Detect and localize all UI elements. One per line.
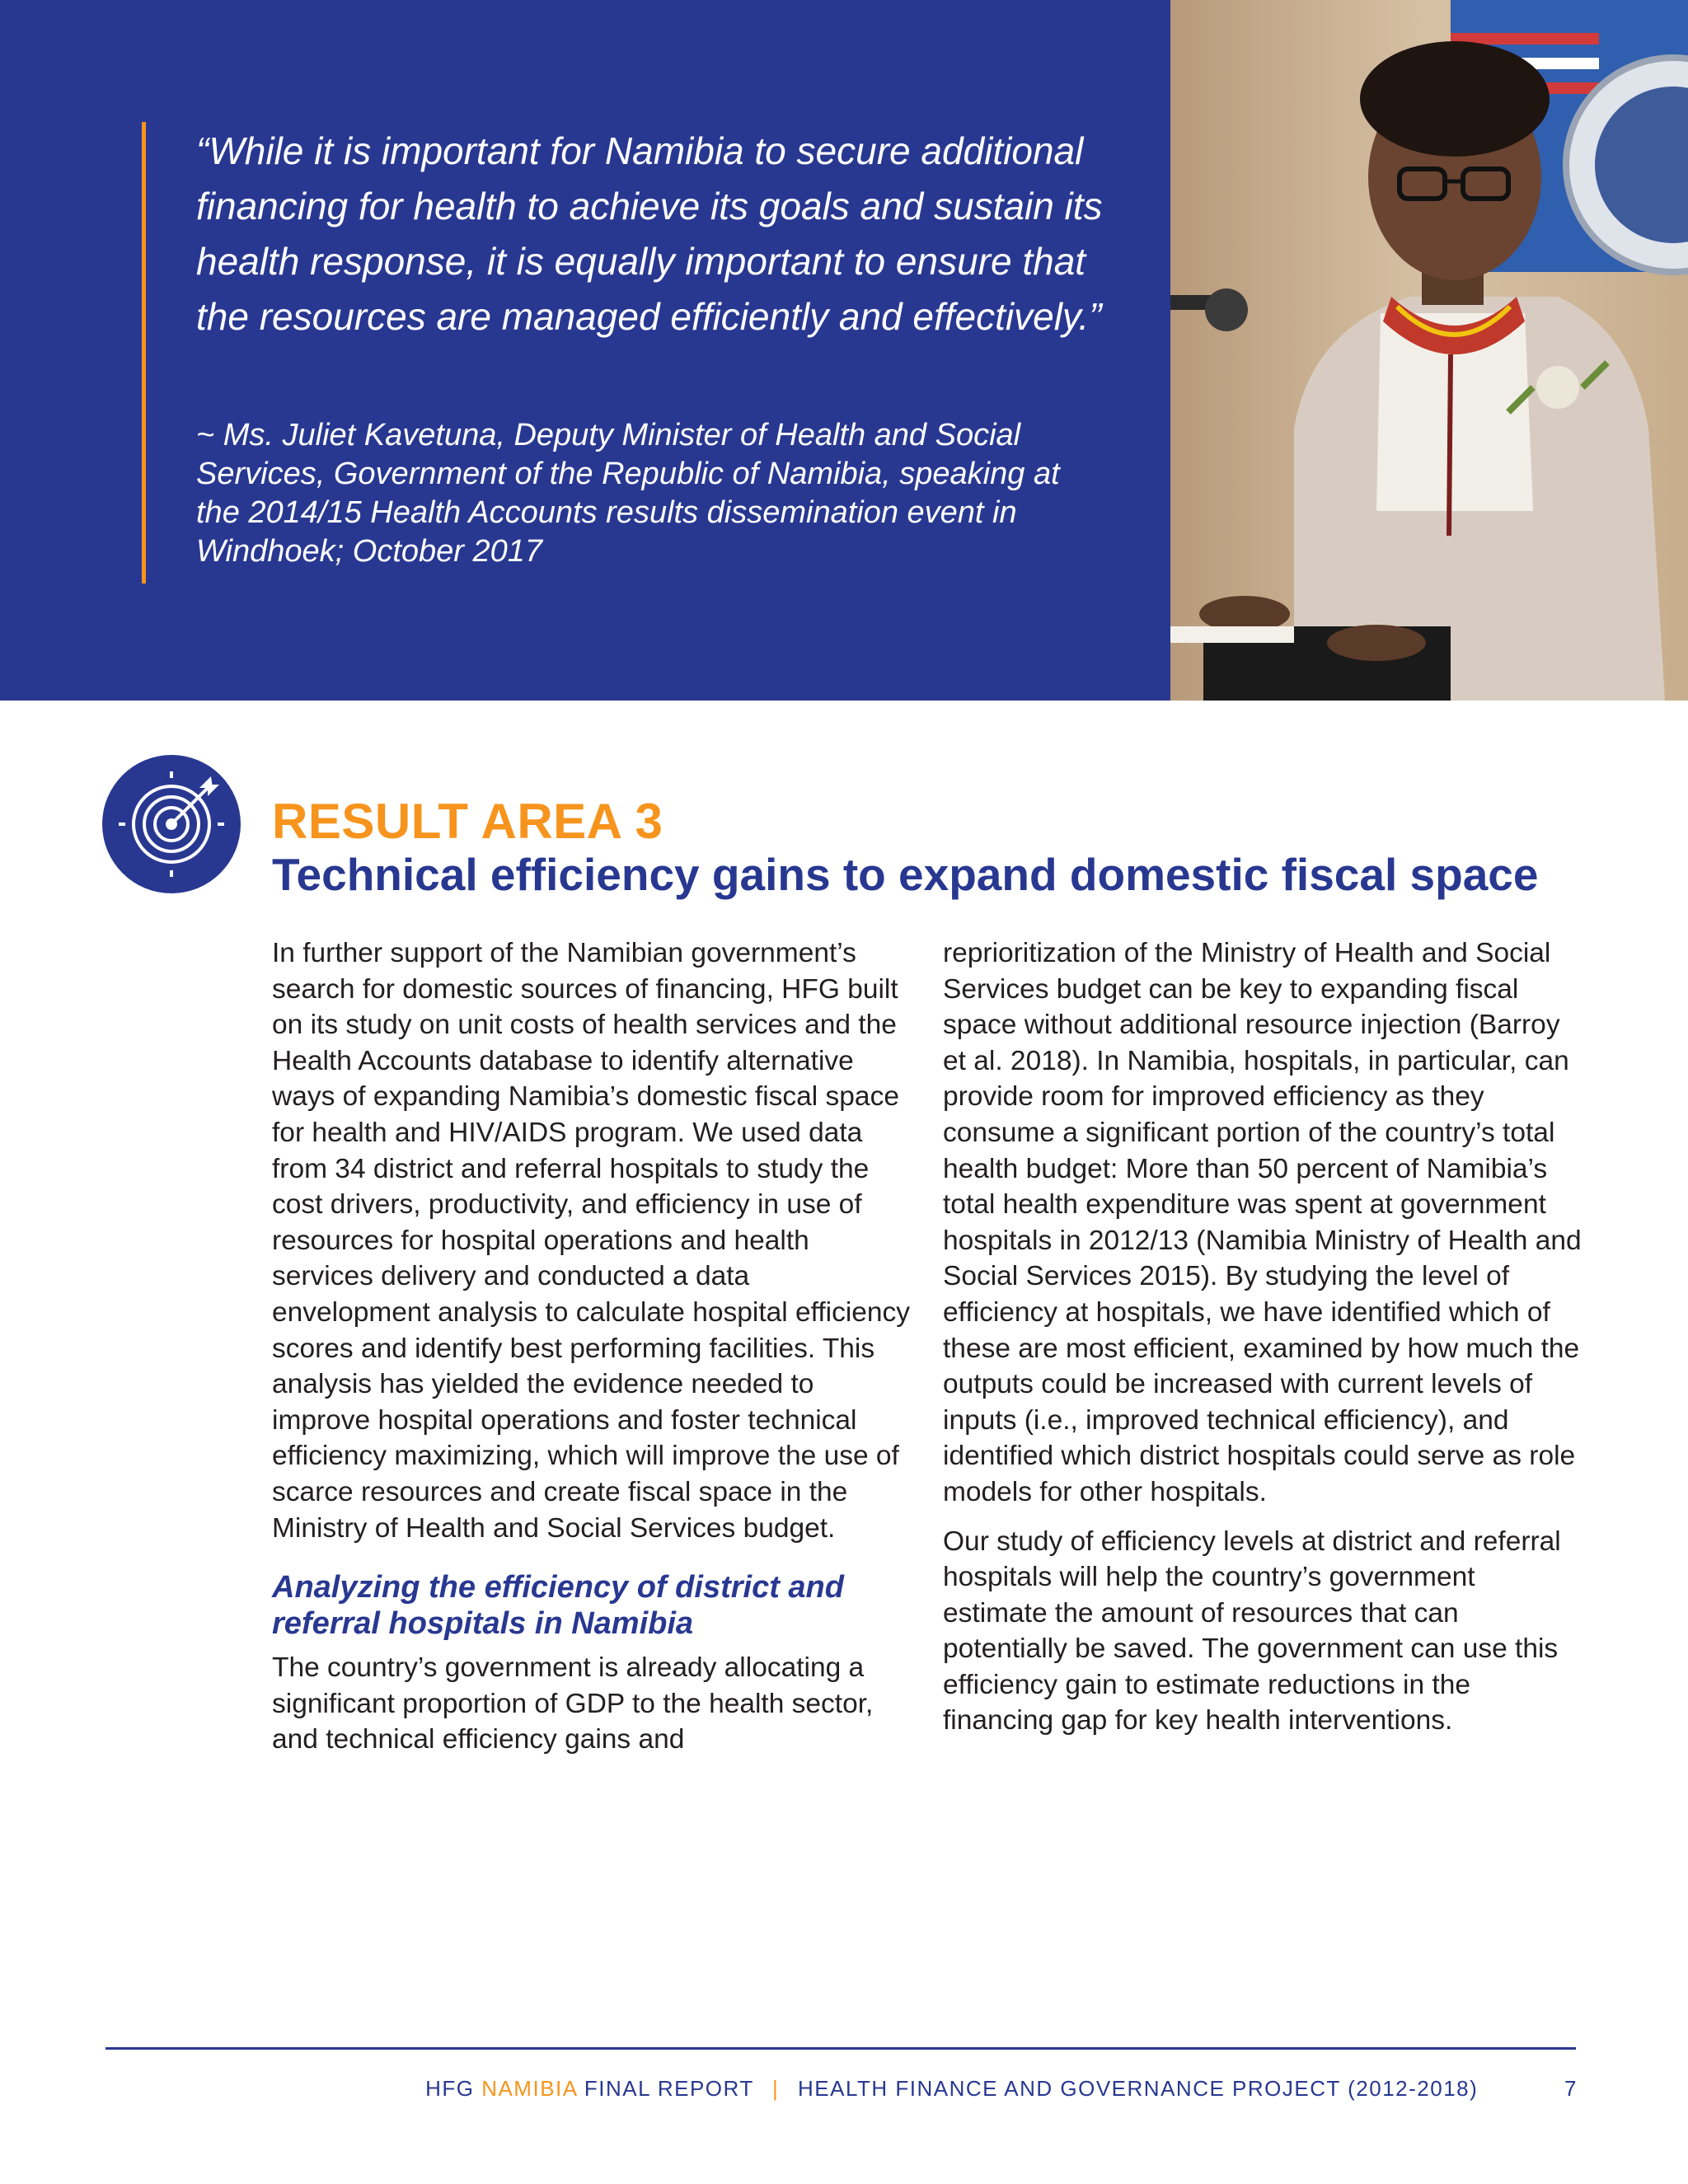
speaker-photo bbox=[1170, 0, 1688, 701]
body-paragraph: reprioritization of the Ministry of Health and Social Services budget can be key to expanding fiscal space without additional resource injection (Barroy et al. 2018). In Namibia, hospitals, in particular, can provide room for improved efficiency as they consume a significant portion of the country’s total health budget: More than 50 percent of Namibia’s total health expenditure was spent at government hospitals in 2012/13 (Namibia Ministry of Health and Social Services 2015). By studying the level of efficiency at hospitals, we have identified which of these are most efficient, examined by how much the outputs could be increased with current levels of inputs (i.e., improved technical efficiency), and identified which district hospitals could serve as role models for other hospitals. bbox=[943, 938, 1582, 1507]
footer-separator: | bbox=[772, 2076, 780, 2101]
body-paragraph: The country’s government is already allocating a significant proportion of GDP to the health sector, and technical efficiency gains and bbox=[272, 1652, 874, 1755]
body-paragraph: Our study of efficiency levels at district and referral hospitals will help the country’s government estimate the amount of resources that can potentially be saved. The government can use this efficiency gain to estimate reductions in the financing gap for key health interventions. bbox=[943, 1526, 1561, 1736]
page-number: 7 bbox=[1564, 2076, 1578, 2101]
footer-prefix: HFG bbox=[425, 2076, 475, 2101]
quote-banner bbox=[0, 0, 1170, 701]
quote-attribution: ~ Ms. Juliet Kavetuna, Deputy Minister of Health and Social Services, Government of the Republic of Namibia, speaking at the 2014/15 Health Accounts results dissemination event in Windhoek; October 2017 bbox=[196, 418, 1060, 569]
footer-rule bbox=[106, 2047, 1576, 2050]
page-footer bbox=[425, 2075, 1578, 2102]
quote-accent-rule bbox=[142, 122, 146, 583]
body-column-left bbox=[272, 935, 915, 1758]
footer-country: NAMIBIA bbox=[481, 2076, 578, 2101]
body-column-right bbox=[943, 935, 1586, 1739]
section-subheading: Analyzing the efficiency of district and referral hospitals in Namibia bbox=[272, 1570, 844, 1642]
result-area-label: RESULT AREA 3 bbox=[272, 794, 663, 849]
body-paragraph: In further support of the Namibian government’s search for domestic sources of financing, HFG built on its study on unit costs of health services and the Health Accounts database to identify alternative ways of expanding Namibia’s domestic fiscal space for health and HIV/AIDS program. We used data from 34 district and referral hospitals to study the cost drivers, productivity, and efficiency in use of resources for hospital operations and health services delivery and conducted a data envelopment analysis to calculate hospital efficiency scores and identify best performing facilities. This analysis has yielded the evidence needed to improve hospital operations and foster technical efficiency maximizing, which will improve the use of scarce resources and create fiscal space in the Ministry of Health and Social Services budget. bbox=[272, 938, 911, 1544]
footer-report: FINAL REPORT bbox=[584, 2076, 754, 2101]
footer-project: HEALTH FINANCE AND GOVERNANCE PROJECT (2012-2018) bbox=[798, 2076, 1479, 2101]
pull-quote: “While it is important for Namibia to secure additional financing for health to achieve its goals and sustain its health response, it is equally important to ensure that the resources are managed efficiently and effectively.” bbox=[196, 129, 1103, 338]
target-arrow-icon bbox=[102, 755, 241, 893]
result-area-title: Technical efficiency gains to expand domestic fiscal space bbox=[272, 849, 1539, 900]
